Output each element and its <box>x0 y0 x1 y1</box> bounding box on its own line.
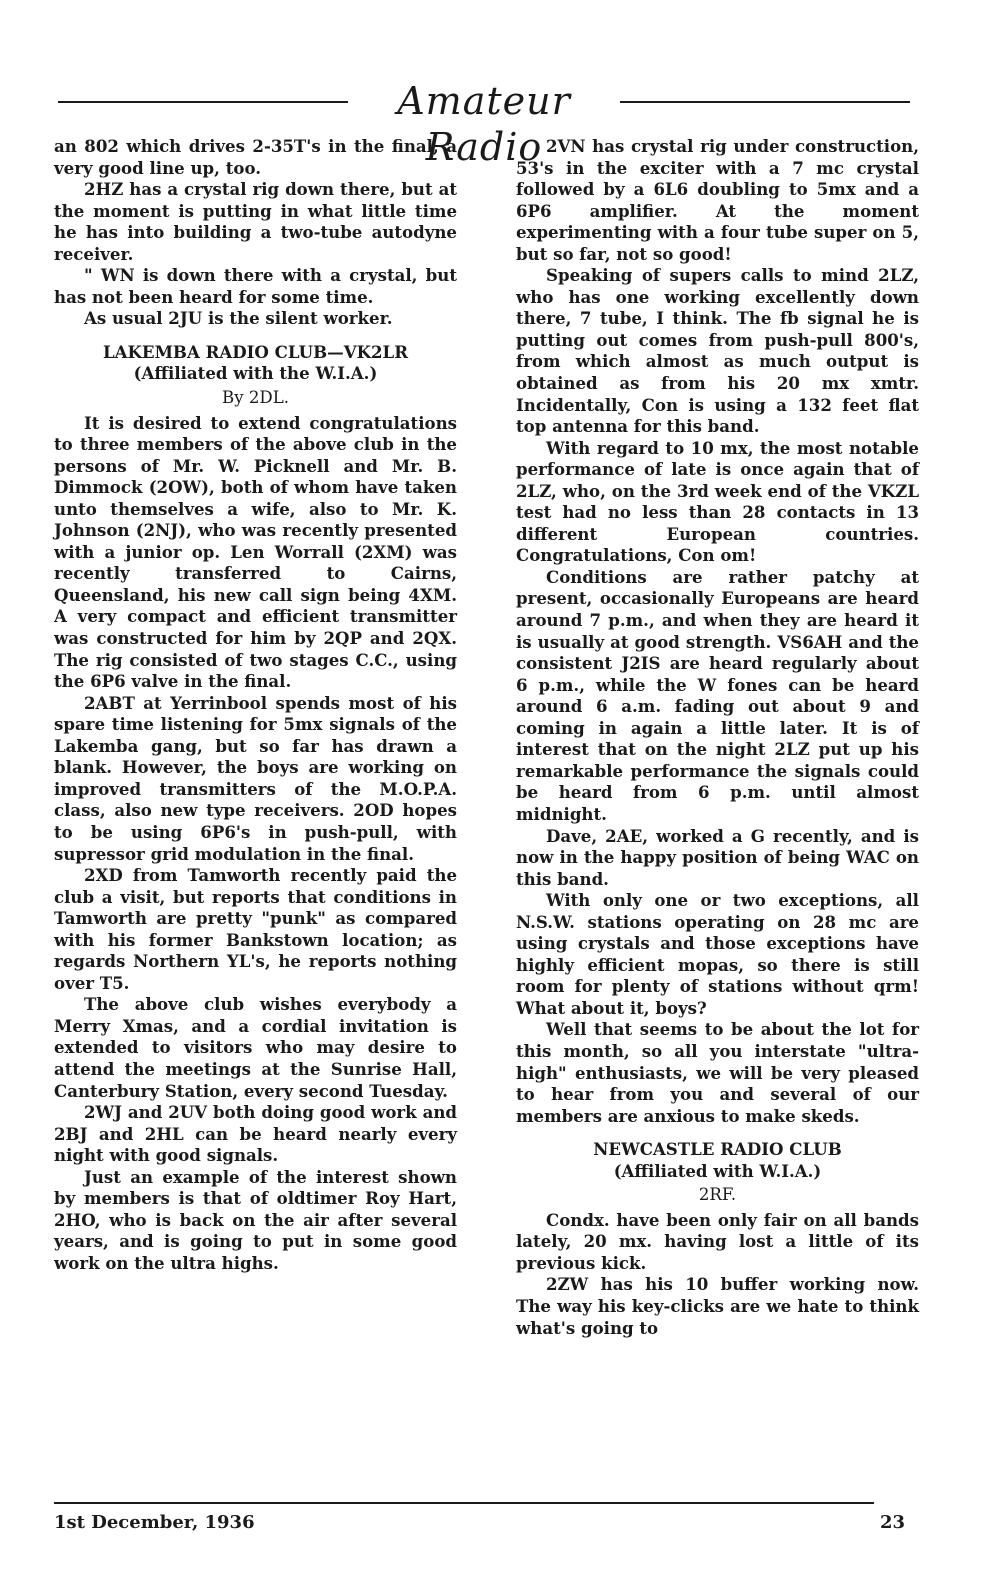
paragraph: Well that seems to be about the lot for this month, so all you interstate "ultra-high" enthusiasts, we will be very pleased to hear from you and several of our members are anxious to make skeds. <box>516 1019 919 1126</box>
left-column <box>54 136 457 1274</box>
issue-date: 1st December, 1936 <box>54 1512 255 1533</box>
paragraph: 2WJ and 2UV both doing good work and 2BJ and 2HL can be heard nearly every night with good signals. <box>54 1102 457 1166</box>
paragraph: Speaking of supers calls to mind 2LZ, who has one working excellently down there, 7 tube, I think. The fb signal he is putting out comes from push-pull 800's, from which almost as much output is obtained as from his 20 mx xmtr. Incidentally, Con is using a 132 feet flat top antenna for this band. <box>516 265 919 437</box>
section-heading: LAKEMBA RADIO CLUB—VK2LR <box>102 341 409 362</box>
right-column <box>516 136 919 1339</box>
publication-title: Amateur Radio <box>397 79 571 169</box>
paragraph: The above club wishes everybody a Merry Xmas, and a cordial invitation is extended to visitors who may desire to attend the meetings at the Sunrise Hall, Canterbury Station, every second Tuesday. <box>54 994 457 1101</box>
paragraph: " WN is down there with a crystal, but has not been heard for some time. <box>54 265 457 307</box>
byline: 2RF. <box>698 1185 737 1205</box>
paragraph: an 802 which drives 2-35T's in the final, a very good line up, too. <box>54 136 457 178</box>
byline: By 2DL. <box>222 388 289 408</box>
paragraph: 2ABT at Yerrinbool spends most of his spare time listening for 5mx signals of the Lakemba gang, but so far has drawn a blank. However, the boys are working on improved transmitters of the M.O.P.A. class, also new type receivers. 2OD hopes to be using 6P6's in push-pull, with supressor grid modulation in the final. <box>54 692 457 864</box>
paragraph: With regard to 10 mx, the most notable performance of late is once again that of 2LZ, who, on the 3rd week end of the VKZL test had no less than 28 contacts in 13 different European countries. Congratulations, Con om! <box>516 437 919 566</box>
paragraph: Dave, 2AE, worked a G recently, and is now in the happy position of being WAC on this band. <box>516 825 919 889</box>
section-subheading: (Affiliated with W.I.A.) <box>613 1160 822 1181</box>
paragraph: With only one or two exceptions, all N.S.W. stations operating on 28 mc are using crystals and those exceptions have highly efficient mopas, so there is still room for plenty of stations without qrm! What about it, boys? <box>516 890 919 1018</box>
paragraph: As usual 2JU is the silent worker. <box>84 308 393 329</box>
footer-rule <box>54 1502 874 1504</box>
paragraph: Conditions are rather patchy at present, occasionally Europeans are heard around 7 p.m., and when they are heard it is usually at good strength. VS6AH and the consistent J2IS are heard regularly about 6 p.m., while the W fones can be heard around 6 a.m. fading out about 9 and coming in again a little later. It is of interest that on the night 2LZ put up his remarkable performance the signals could be heard from 6 p.m. until almost midnight. <box>516 566 919 824</box>
paragraph: 2XD from Tamworth recently paid the club a visit, but reports that conditions in Tamworth are pretty "punk" as compared with his former Bankstown location; as regards Northern YL's, he reports nothing over T5. <box>54 865 457 993</box>
paragraph: 2ZW has his 10 buffer working now. The way his key-clicks are we hate to think what's going to <box>516 1274 919 1338</box>
paragraph: Just an example of the interest shown by members is that of oldtimer Roy Hart, 2HO, who is back on the air after several years, and is going to put in some good work on the ultra highs. <box>54 1166 457 1273</box>
paragraph: 2HZ has a crystal rig down there, but at the moment is putting in what little time he has into building a two-tube autodyne receiver. <box>54 179 457 264</box>
paragraph: It is desired to extend congratulations to three members of the above club in the persons of Mr. W. Picknell and Mr. B. Dimmock (2OW), both of whom have taken unto themselves a wife, also to Mr. K. Johnson (2NJ), who was recently presented with a junior op. Len Worrall (2XM) was recently transferred to Cairns, Queensland, his new call sign being 4XM. A very compact and efficient transmitter was constructed for him by 2QP and 2QX. The rig consisted of two stages C.C., using the 6P6 valve in the final. <box>54 412 457 692</box>
masthead-rule-right <box>620 101 910 103</box>
page-number: 23 <box>880 1512 906 1533</box>
paragraph: Condx. have been only fair on all bands lately, 20 mx. having lost a little of its previous kick. <box>516 1209 919 1273</box>
paragraph: 2VN has crystal rig under construction, 53's in the exciter with a 7 mc crystal followed by a 6L6 doubling to 5mx and a 6P6 amplifier. At the moment experimenting with a four tube super on 5, but so far, not so good! <box>516 136 919 264</box>
masthead-rule-left <box>58 101 348 103</box>
section-subheading: (Affiliated with the W.I.A.) <box>133 363 378 384</box>
section-heading: NEWCASTLE RADIO CLUB <box>593 1139 842 1160</box>
